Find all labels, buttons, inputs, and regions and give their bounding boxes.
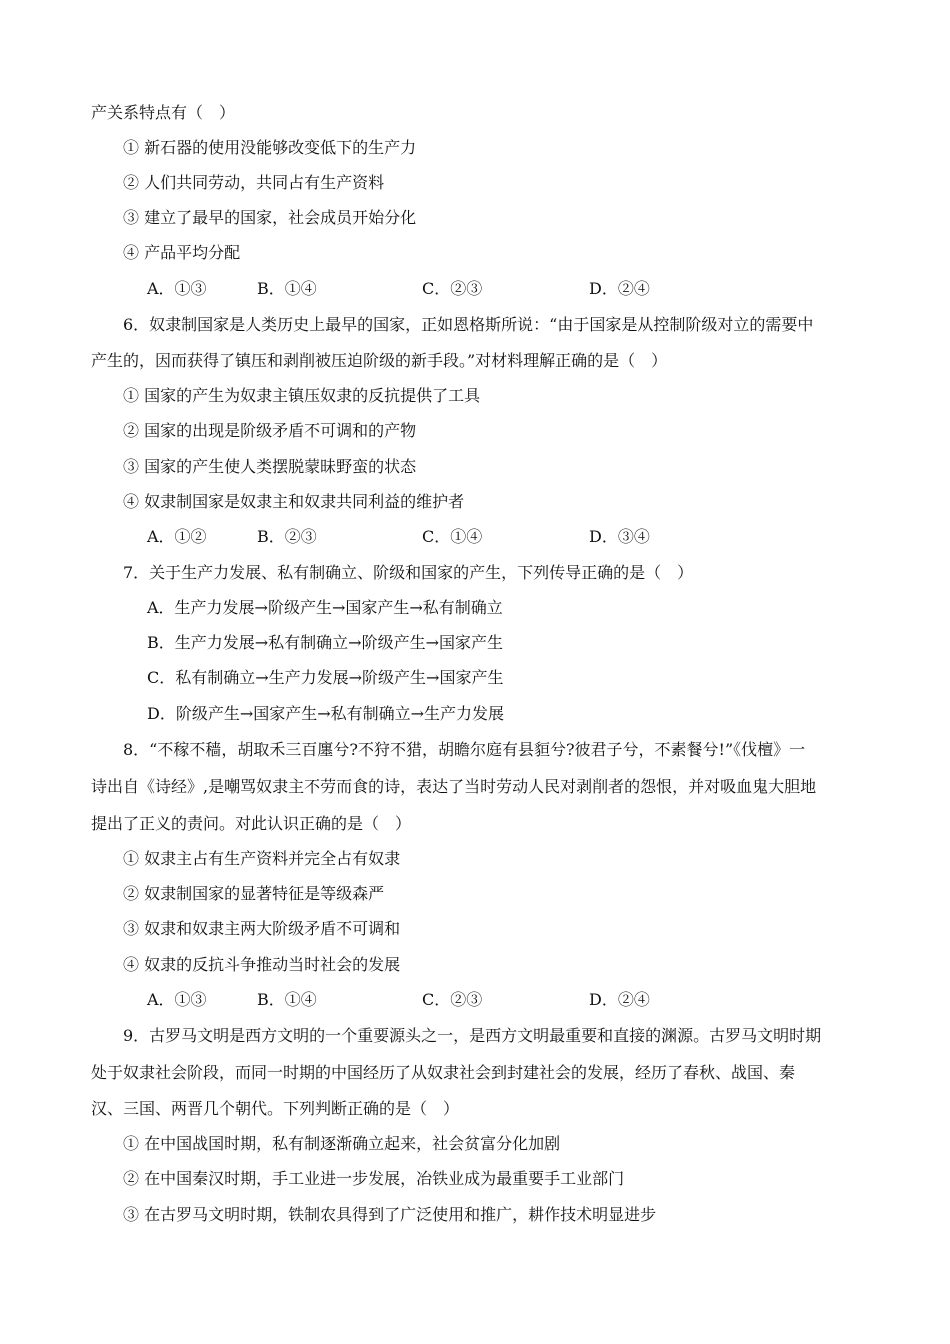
q6-item-4: ④ 奴隶制国家是奴隶主和奴隶共同利益的维护者 — [123, 492, 465, 511]
q5-item-4: ④ 产品平均分配 — [123, 243, 241, 262]
q7-option-c: C．私有制确立→生产力发展→阶级产生→国家产生 — [147, 668, 504, 687]
q8-options — [0, 990, 950, 1010]
q6-stem-line-1: 6．奴隶制国家是人类历史上最早的国家，正如恩格斯所说：“由于国家是从控制阶级对立的需要中 — [123, 315, 814, 334]
q9-item-3: ③ 在古罗马文明时期，铁制农具得到了广泛使用和推广，耕作技术明显进步 — [123, 1205, 657, 1224]
q6-item-1: ① 国家的产生为奴隶主镇压奴隶的反抗提供了工具 — [123, 386, 481, 405]
q5-options — [0, 279, 950, 299]
q8-stem-line-1: 8．“不稼不穑，胡取禾三百廛兮?不狩不猎，胡瞻尔庭有县貆兮?彼君子兮，不素餐兮!”《伐檀》一 — [123, 740, 806, 759]
q6-stem-line-2: 产生的，因而获得了镇压和剥削被压迫阶级的新手段。”对材料理解正确的是（ ） — [91, 351, 668, 370]
q5-option-b: B．①④ — [257, 279, 317, 298]
q5-option-c: C．②③ — [422, 279, 483, 298]
q7-stem: 7．关于生产力发展、私有制确立、阶级和国家的产生，下列传导正确的是（ ） — [123, 563, 694, 582]
q6-options — [0, 527, 950, 547]
q8-option-d: D．②④ — [589, 990, 650, 1009]
q9-stem-line-3: 汉、三国、两晋几个朝代。下列判断正确的是（ ） — [91, 1099, 460, 1118]
q9-item-2: ② 在中国秦汉时期，手工业进一步发展，冶铁业成为最重要手工业部门 — [123, 1169, 625, 1188]
q8-option-b: B．①④ — [257, 990, 317, 1009]
q5-stem-continuation: 产关系特点有（ ） — [91, 103, 236, 122]
q8-item-1: ① 奴隶主占有生产资料并完全占有奴隶 — [123, 849, 401, 868]
q6-item-3: ③ 国家的产生使人类摆脱蒙昧野蛮的状态 — [123, 457, 417, 476]
q5-item-3: ③ 建立了最早的国家，社会成员开始分化 — [123, 208, 417, 227]
q6-item-2: ② 国家的出现是阶级矛盾不可调和的产物 — [123, 421, 417, 440]
q5-item-2: ② 人们共同劳动，共同占有生产资料 — [123, 173, 385, 192]
q7-option-b: B．生产力发展→私有制确立→阶级产生→国家产生 — [147, 633, 503, 652]
q8-option-c: C．②③ — [422, 990, 483, 1009]
q9-item-1: ① 在中国战国时期，私有制逐渐确立起来，社会贫富分化加剧 — [123, 1134, 561, 1153]
q5-option-a: A．①③ — [147, 279, 207, 298]
q7-option-a: A．生产力发展→阶级产生→国家产生→私有制确立 — [147, 598, 503, 617]
q6-option-c: C．①④ — [422, 527, 483, 546]
q8-item-2: ② 奴隶制国家的显著特征是等级森严 — [123, 884, 385, 903]
q8-stem-line-2: 诗出自《诗经》,是嘲骂奴隶主不劳而食的诗，表达了当时劳动人民对剥削者的怨恨，并对吸血鬼大胆地 — [91, 777, 817, 796]
q8-item-3: ③ 奴隶和奴隶主两大阶级矛盾不可调和 — [123, 919, 401, 938]
q5-option-d: D．②④ — [589, 279, 650, 298]
q6-option-a: A．①② — [147, 527, 207, 546]
q6-option-d: D．③④ — [589, 527, 650, 546]
q5-item-1: ① 新石器的使用没能够改变低下的生产力 — [123, 138, 417, 157]
q9-stem-line-2: 处于奴隶社会阶段，而同一时期的中国经历了从奴隶社会到封建社会的发展，经历了春秋、战国、秦 — [91, 1063, 796, 1082]
q6-option-b: B．②③ — [257, 527, 317, 546]
q8-option-a: A．①③ — [147, 990, 207, 1009]
q8-stem-line-3: 提出了正义的责问。对此认识正确的是（ ） — [91, 814, 412, 833]
q9-stem-line-1: 9．古罗马文明是西方文明的一个重要源头之一，是西方文明最重要和直接的渊源。古罗马文明时期 — [123, 1026, 822, 1045]
q8-item-4: ④ 奴隶的反抗斗争推动当时社会的发展 — [123, 955, 401, 974]
q7-option-d: D．阶级产生→国家产生→私有制确立→生产力发展 — [147, 704, 505, 723]
